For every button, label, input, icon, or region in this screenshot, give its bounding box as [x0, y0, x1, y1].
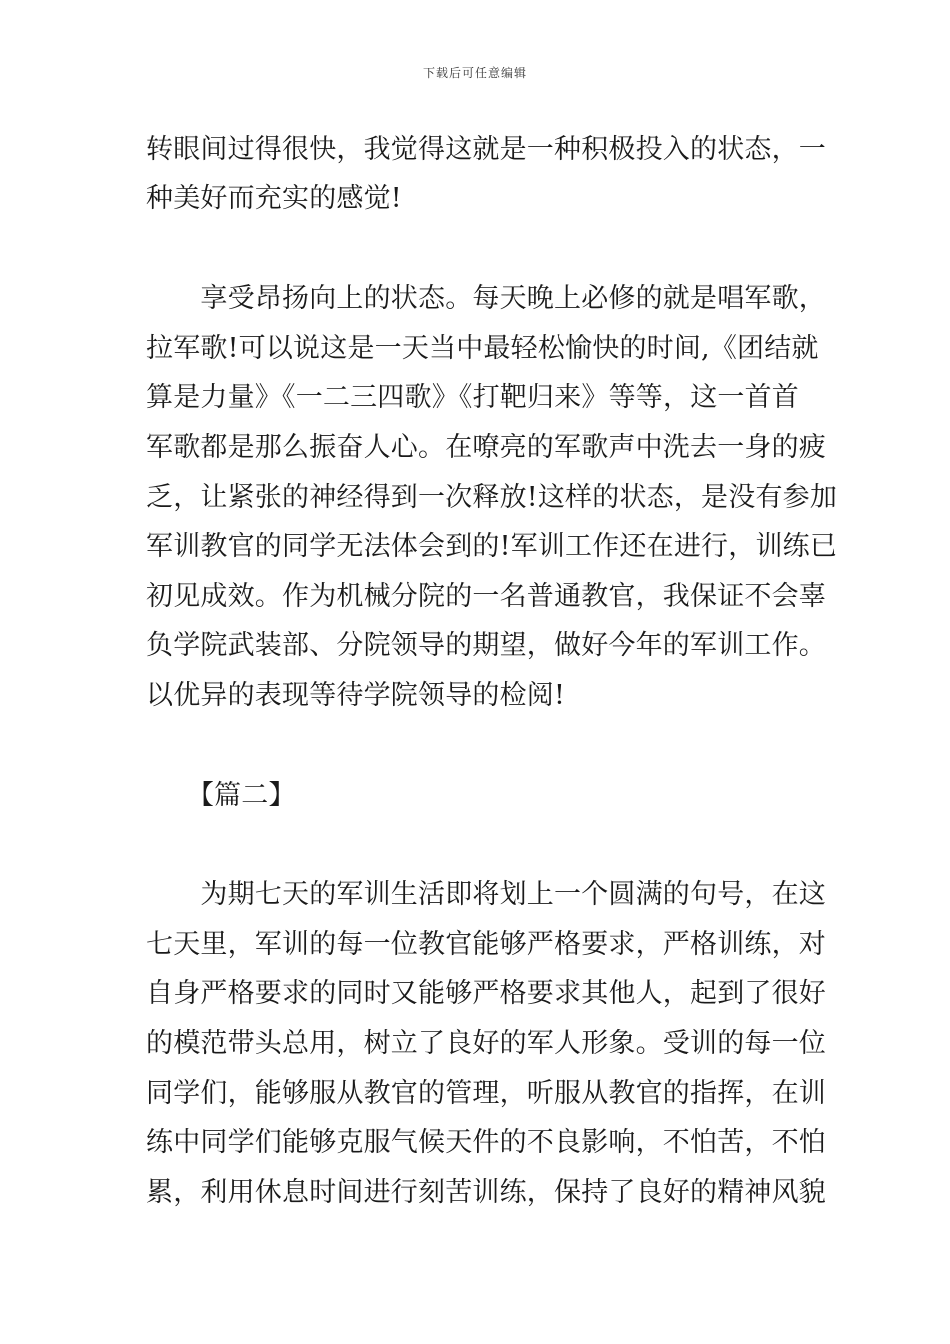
paragraph-2-line-5: 乏，让紧张的神经得到一次释放!这样的状态，是没有参加	[146, 482, 838, 513]
paragraph-2-line-8: 负学院武装部、分院领导的期望，做好今年的军训工作。	[146, 630, 826, 661]
paragraph-3-line-7: 累，利用休息时间进行刻苦训练，保持了良好的精神风貌	[146, 1177, 826, 1208]
paragraph-3-line-5: 同学们，能够服从教官的管理，听服从教官的指挥，在训	[146, 1078, 826, 1109]
paragraph-3-line-3: 自身严格要求的同时又能够严格要求其他人，起到了很好	[146, 978, 826, 1009]
paragraph-3-line-2: 七天里，军训的每一位教官能够严格要求，严格训练，对	[146, 929, 826, 960]
section-heading: 【篇二】	[146, 780, 296, 811]
paragraph-2-line-3: 算是力量》《一二三四歌》《打靶归来》等等，这一首首	[146, 382, 799, 413]
paragraph-2-line-4: 军歌都是那么振奋人心。在嘹亮的军歌声中洗去一身的疲	[146, 432, 826, 463]
paragraph-3-line-6: 练中同学们能够克服气候天件的不良影响，不怕苦，不怕	[146, 1127, 826, 1158]
paragraph-2-line-6: 军训教官的同学无法体会到的!军训工作还在进行，训练已	[146, 531, 838, 562]
paragraph-3-line-4: 的模范带头总用，树立了良好的军人形象。受训的每一位	[146, 1028, 826, 1059]
paragraph-2-line-2: 拉军歌!可以说这是一天当中最轻松愉快的时间,《团结就	[146, 333, 819, 364]
paragraph-2-line-9: 以优异的表现等待学院领导的检阅!	[146, 680, 566, 711]
paragraph-1-line-1: 转眼间过得很快，我觉得这就是一种积极投入的状态，一	[146, 134, 826, 165]
paragraph-3-line-1: 为期七天的军训生活即将划上一个圆满的句号，在这	[146, 879, 826, 910]
paragraph-2-line-7: 初见成效。作为机械分院的一名普通教官，我保证不会辜	[146, 581, 826, 612]
paragraph-2-line-1: 享受昂扬向上的状态。每天晚上必修的就是唱军歌，	[146, 283, 826, 314]
page-header: 下载后可任意编辑	[422, 66, 527, 80]
paragraph-1-line-2: 种美好而充实的感觉!	[146, 183, 402, 214]
